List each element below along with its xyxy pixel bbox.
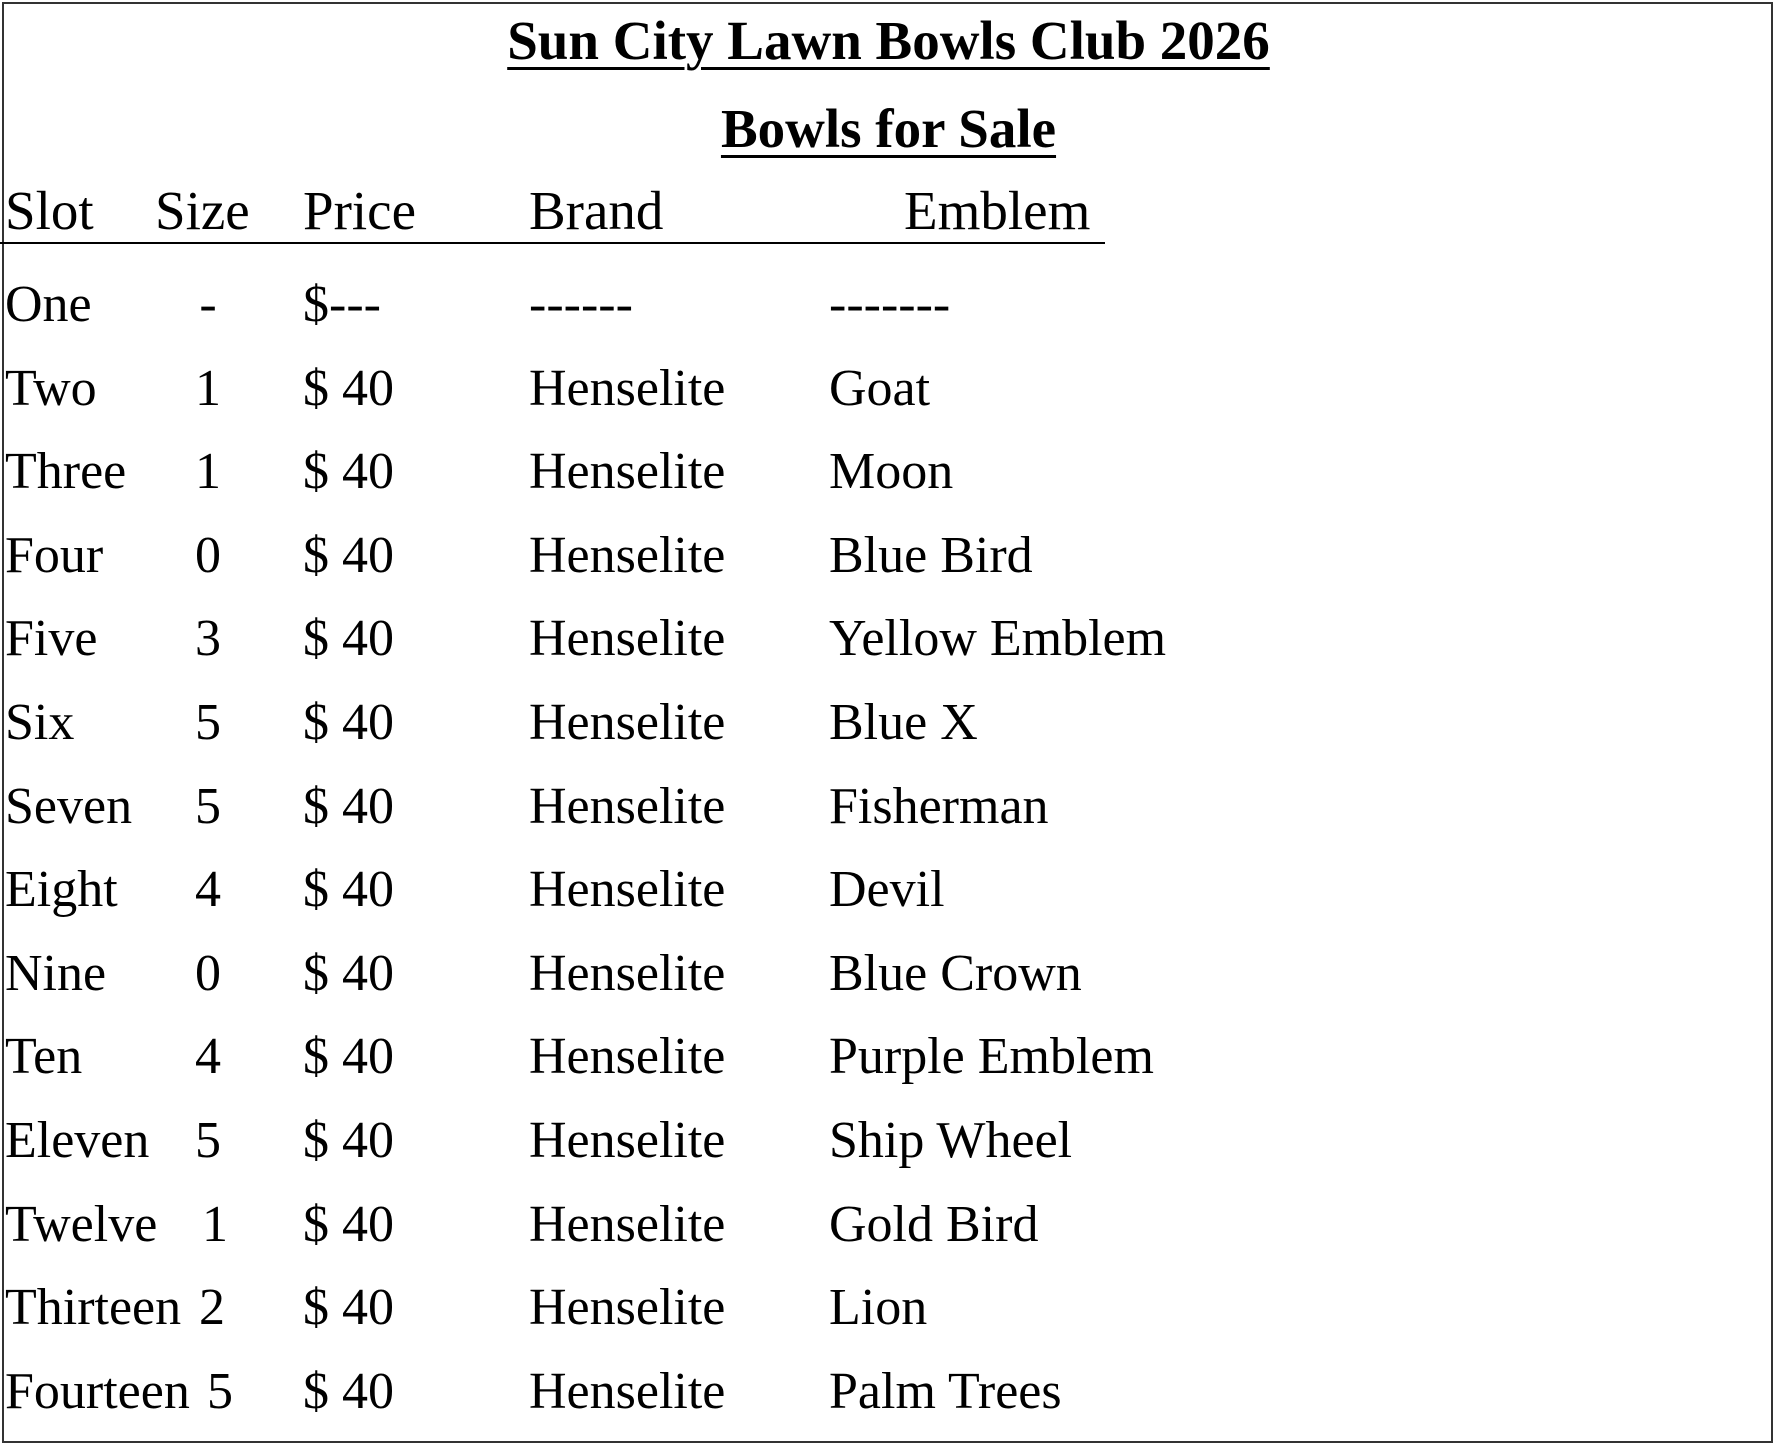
cell-slot: Fourteen <box>5 1362 190 1420</box>
table-row <box>0 1357 1777 1441</box>
cell-brand: Henselite <box>529 1362 726 1420</box>
table-row <box>0 354 1777 438</box>
cell-brand: Henselite <box>529 861 726 919</box>
cell-size: 5 <box>195 1111 221 1169</box>
cell-size: 4 <box>195 861 221 919</box>
cell-brand: Henselite <box>529 1111 726 1169</box>
cell-size: 1 <box>195 443 221 501</box>
cell-emblem: Blue Bird <box>829 526 1033 584</box>
table-row <box>0 1273 1777 1357</box>
cell-size: 1 <box>202 1195 228 1253</box>
cell-brand: Henselite <box>529 526 726 584</box>
cell-brand: Henselite <box>529 1028 726 1086</box>
table-row <box>0 437 1777 521</box>
cell-size: - <box>199 276 217 333</box>
cell-size: 5 <box>207 1362 233 1420</box>
cell-size: 3 <box>195 610 221 668</box>
cell-price: $ 40 <box>303 526 394 584</box>
cell-slot: Three <box>5 443 127 501</box>
cell-brand: Henselite <box>529 944 726 1002</box>
cell-slot: Nine <box>5 944 107 1002</box>
cell-emblem: Blue X <box>829 693 978 751</box>
cell-brand: Henselite <box>529 693 726 751</box>
cell-size: 5 <box>195 693 221 751</box>
header-size: Size <box>155 180 250 241</box>
cell-price: $ 40 <box>303 944 394 1002</box>
cell-slot: Two <box>5 359 97 417</box>
header-emblem: Emblem <box>904 180 1091 241</box>
cell-price: $ 40 <box>303 1362 394 1420</box>
table-row <box>0 855 1777 939</box>
cell-emblem: Fisherman <box>829 777 1049 835</box>
table-row <box>0 1022 1777 1106</box>
cell-slot: Five <box>5 610 98 668</box>
table-row <box>0 604 1777 688</box>
cell-price: $ 40 <box>303 777 394 835</box>
cell-size: 5 <box>195 777 221 835</box>
cell-brand: Henselite <box>529 443 726 501</box>
table-row <box>0 270 1777 354</box>
cell-size: 0 <box>195 944 221 1002</box>
cell-brand: ------ <box>529 276 633 333</box>
cell-price: $ 40 <box>303 1111 394 1169</box>
header-brand: Brand <box>529 180 664 241</box>
cell-emblem: Goat <box>829 359 931 417</box>
table-header <box>0 180 1105 244</box>
cell-emblem: Blue Crown <box>829 944 1082 1002</box>
cell-price: $ 40 <box>303 610 394 668</box>
cell-price: $ 40 <box>303 861 394 919</box>
cell-brand: Henselite <box>529 1279 726 1337</box>
cell-price: $ 40 <box>303 693 394 751</box>
cell-size: 4 <box>195 1028 221 1086</box>
cell-slot: Ten <box>5 1028 83 1086</box>
cell-slot: Eleven <box>5 1111 150 1169</box>
cell-emblem: Moon <box>829 443 954 501</box>
document-subtitle-text: Bowls for Sale <box>720 98 1057 159</box>
document-subtitle <box>0 94 1777 164</box>
document-title <box>0 6 1777 76</box>
cell-emblem: Lion <box>829 1279 928 1337</box>
cell-slot: Four <box>5 526 104 584</box>
cell-emblem: Devil <box>829 861 945 919</box>
cell-emblem: Purple Emblem <box>829 1028 1154 1086</box>
cell-brand: Henselite <box>529 610 726 668</box>
cell-size: 0 <box>195 526 221 584</box>
table-row <box>0 521 1777 605</box>
cell-slot: Twelve <box>5 1195 158 1253</box>
cell-emblem: Palm Trees <box>829 1362 1062 1420</box>
cell-price: $--- <box>303 276 381 333</box>
cell-price: $ 40 <box>303 1028 394 1086</box>
table-row <box>0 1106 1777 1190</box>
cell-price: $ 40 <box>303 1279 394 1337</box>
cell-emblem: Ship Wheel <box>829 1111 1073 1169</box>
table-row <box>0 688 1777 772</box>
cell-size: 2 <box>199 1279 225 1337</box>
cell-slot: One <box>5 276 92 333</box>
cell-slot: Thirteen <box>5 1279 182 1337</box>
cell-brand: Henselite <box>529 1195 726 1253</box>
header-price: Price <box>303 180 417 241</box>
cell-emblem: ------- <box>829 276 951 333</box>
cell-slot: Seven <box>5 777 133 835</box>
cell-brand: Henselite <box>529 777 726 835</box>
cell-size: 1 <box>195 359 221 417</box>
document-title-text: Sun City Lawn Bowls Club 2026 <box>507 10 1270 71</box>
header-slot: Slot <box>5 180 94 241</box>
cell-price: $ 40 <box>303 359 394 417</box>
table-body <box>0 270 1777 1440</box>
cell-price: $ 40 <box>303 1195 394 1253</box>
table-row <box>0 772 1777 856</box>
cell-slot: Six <box>5 693 75 751</box>
cell-brand: Henselite <box>529 359 726 417</box>
cell-slot: Eight <box>5 861 118 919</box>
cell-emblem: Yellow Emblem <box>829 610 1167 668</box>
cell-price: $ 40 <box>303 443 394 501</box>
table-row <box>0 1190 1777 1274</box>
cell-emblem: Gold Bird <box>829 1195 1039 1253</box>
table-row <box>0 939 1777 1023</box>
